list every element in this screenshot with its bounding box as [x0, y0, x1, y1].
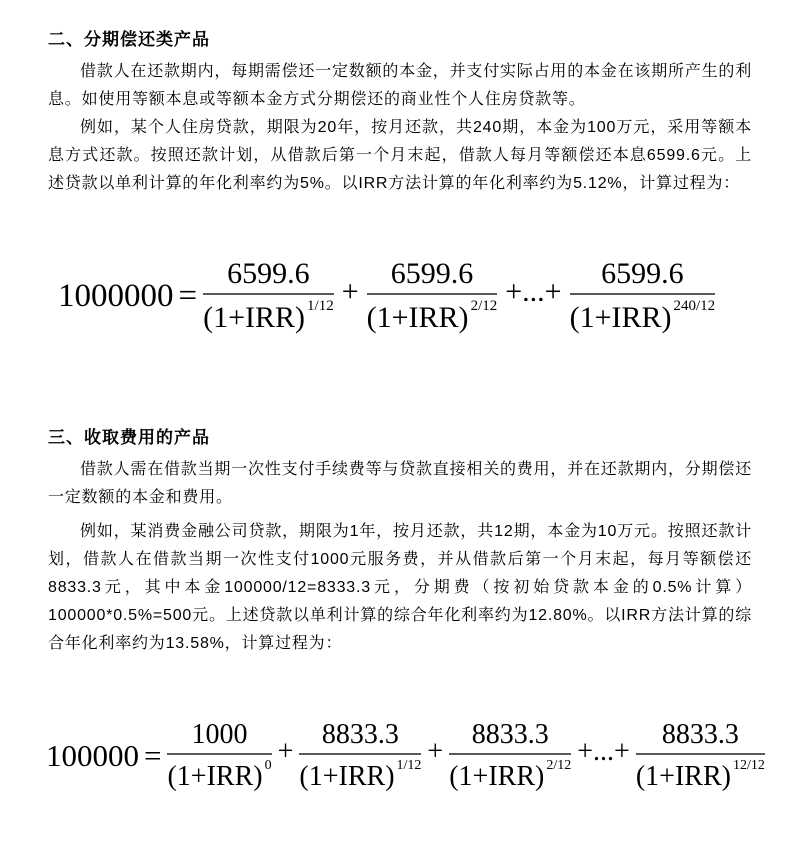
- fraction-term-last: [636, 719, 765, 793]
- fraction-denominator: (1+IRR): [635, 761, 731, 792]
- fraction-denominator-row: [636, 755, 765, 793]
- fraction-denominator: (1+IRR): [167, 761, 263, 792]
- formula-lhs: [46, 738, 167, 774]
- section3-heading: 三、收取费用的产品: [48, 428, 210, 447]
- fraction-denominator: (1+IRR): [366, 301, 469, 334]
- fraction-denominator-row: [367, 295, 498, 336]
- section2-paragraph-2: 例如，某个人住房贷款，期限为20年，按月还款，共240期，本金为100万元，采用等额本息方式还款。按照还款计划，从借款后第一个月末起，借款人每月等额偿还本息6599.6元。上述贷款以单利计算的年化利率约为5%。以IRR方法计算的年化利率约为5.12%，计算过程为：: [48, 119, 752, 192]
- formula-lhs-value: 1000000: [58, 277, 174, 314]
- fraction-denominator-row: [203, 295, 334, 336]
- fraction-exponent: 12/12: [732, 758, 765, 773]
- ellipsis-plus-operator: +...+: [505, 275, 562, 308]
- fraction-term-1: [203, 257, 334, 336]
- fraction-denominator-row: [167, 755, 271, 793]
- formula-lhs-value: 100000: [46, 738, 139, 773]
- fraction-numerator: 6599.6: [367, 257, 498, 296]
- fraction-exponent: 2/12: [470, 298, 498, 314]
- section3-paragraph-1: 借款人需在借款当期一次性支付手续费等与贷款直接相关的费用，并在还款期内，分期偿还一定数额的本金和费用。: [48, 461, 753, 506]
- formula-housing-loan-irr: [58, 252, 752, 340]
- plus-operator: +: [277, 736, 294, 767]
- section2-heading: 二、分期偿还类产品: [48, 30, 210, 49]
- fraction-term-1: [299, 719, 421, 793]
- fraction-numerator: 8833.3: [299, 719, 421, 755]
- equals-sign: =: [144, 738, 162, 773]
- fraction-exponent: 240/12: [673, 298, 716, 314]
- fraction-term-last: [570, 257, 716, 336]
- fraction-numerator: 1000: [167, 719, 271, 755]
- fraction-term-fee: [167, 719, 271, 793]
- fraction-denominator-row: [570, 295, 716, 336]
- fraction-numerator: 8833.3: [636, 719, 765, 755]
- fraction-denominator: (1+IRR): [203, 301, 306, 334]
- plus-operator: +: [341, 275, 359, 308]
- fraction-denominator-row: [299, 755, 421, 793]
- ellipsis-plus-operator: +...+: [577, 736, 630, 767]
- fraction-term-2: [449, 719, 571, 793]
- equals-sign: =: [178, 277, 198, 314]
- fraction-numerator: 6599.6: [570, 257, 716, 296]
- section2-paragraph-1: 借款人在还款期内，每期需偿还一定数额的本金，并支付实际占用的本金在该期所产生的利息。如使用等额本息或等额本金方式分期偿还的商业性个人住房贷款等。: [48, 63, 753, 108]
- fraction-term-2: [367, 257, 498, 336]
- section3-paragraph-2: 例如，某消费金融公司贷款，期限为1年，按月还款，共12期，本金为10万元。按照还款计划，借款人在借款当期一次性支付1000元服务费，并从借款后第一个月末起，每月等额偿还8833.3元，其中本金100000/12=8333.3元，分期费（按初始贷款本金的0.5%计算）100000*0.5%=500元。上述贷款以单利计算的综合年化利率约为12.80%。以IRR方法计算的综合年化利率约为13.58%，计算过程为：: [48, 523, 752, 652]
- fraction-exponent: 1/12: [396, 758, 422, 773]
- formula-lhs: [58, 278, 203, 315]
- fraction-numerator: 8833.3: [449, 719, 571, 755]
- fraction-denominator-row: [449, 755, 571, 793]
- fraction-denominator: (1+IRR): [449, 761, 545, 792]
- plus-operator: +: [427, 736, 444, 767]
- fraction-exponent: 1/12: [307, 298, 334, 314]
- fraction-denominator: (1+IRR): [569, 301, 672, 334]
- fraction-numerator: 6599.6: [203, 257, 334, 296]
- fraction-denominator: (1+IRR): [299, 761, 395, 792]
- formula-consumer-loan-irr: [46, 712, 765, 800]
- fraction-exponent: 2/12: [546, 758, 572, 773]
- fraction-exponent: 0: [264, 758, 272, 773]
